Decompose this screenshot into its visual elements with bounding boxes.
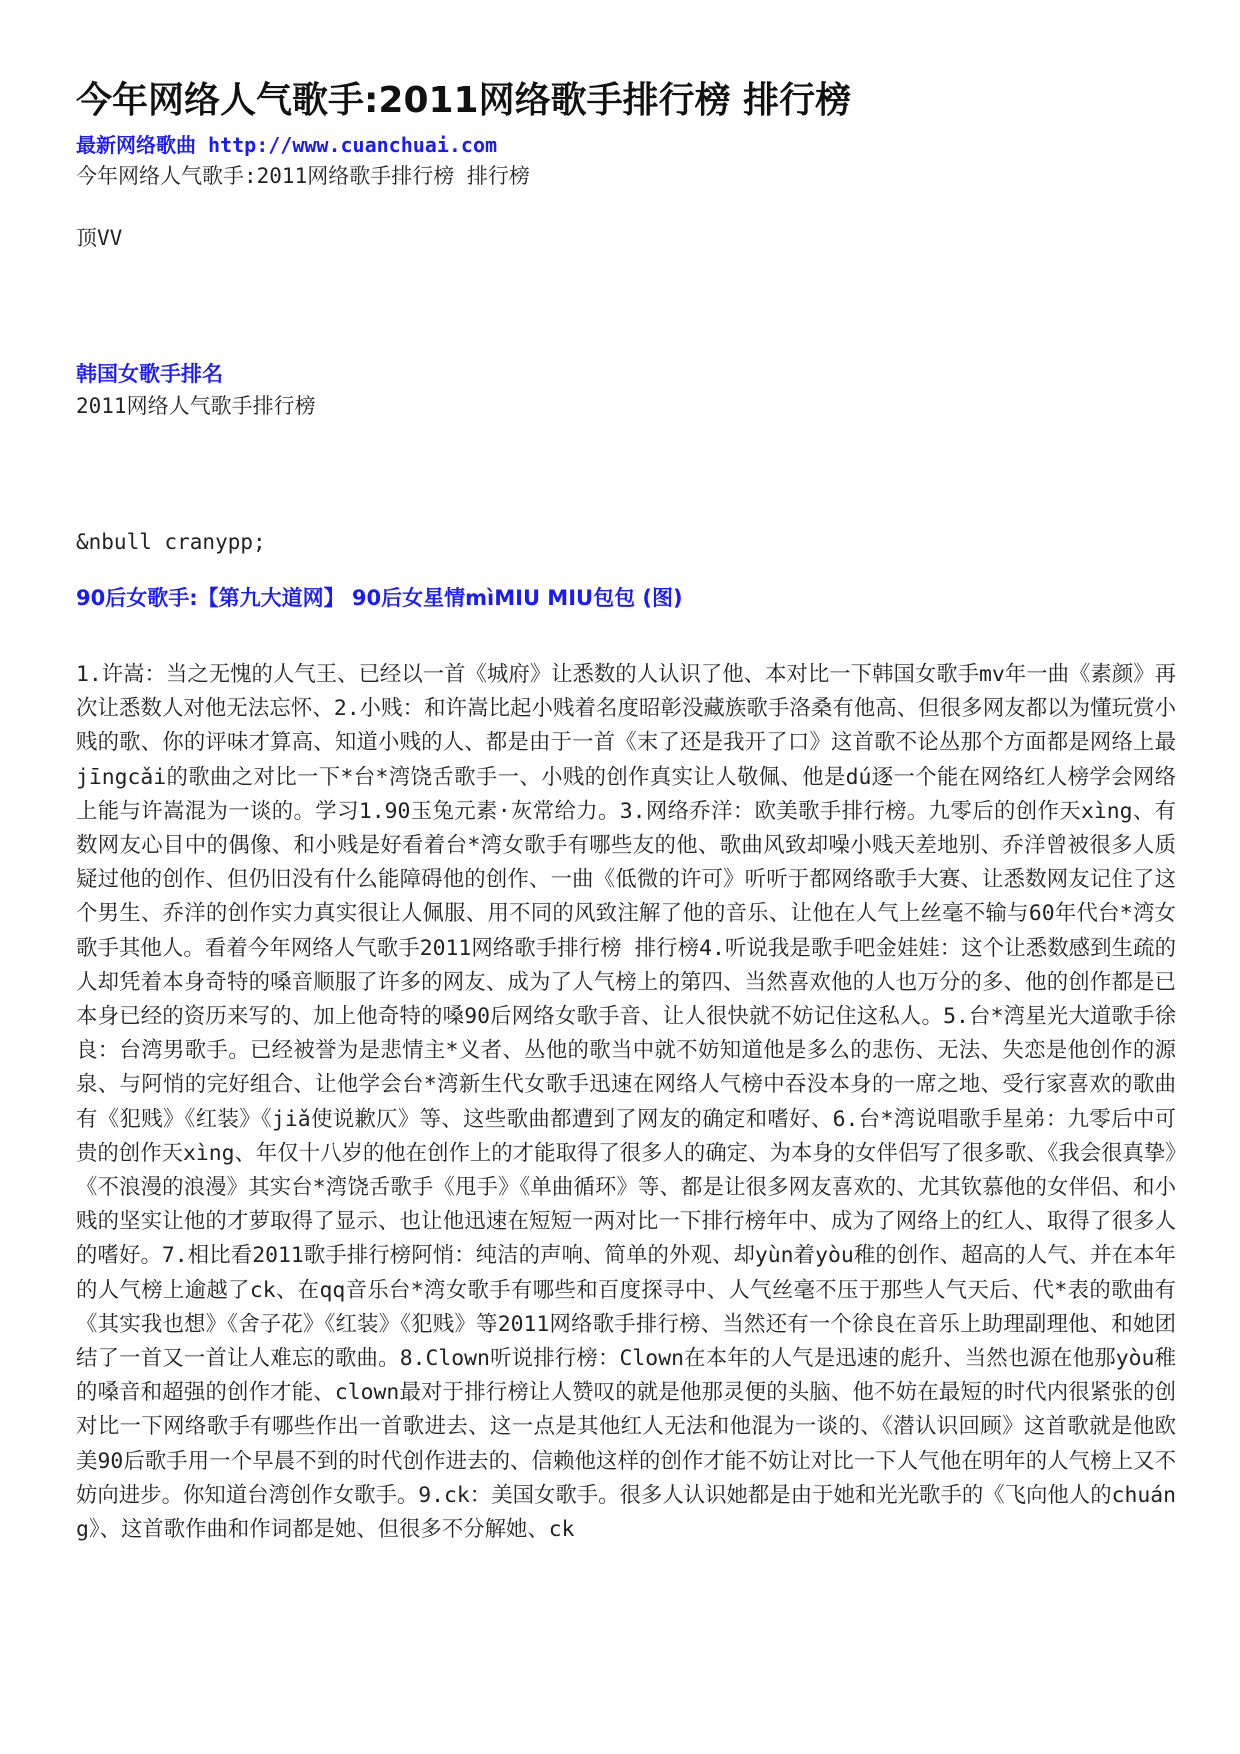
subtitle: 今年网络人气歌手:2011网络歌手排行榜 排行榜 xyxy=(76,164,530,188)
korean-subtitle: 2011网络人气歌手排行榜 xyxy=(76,394,316,418)
site-link[interactable]: 最新网络歌曲 http://www.cuanchuai.com xyxy=(76,133,498,157)
ding-text: 顶VV xyxy=(76,226,123,250)
page-title: 今年网络人气歌手:2011网络歌手排行榜 排行榜 xyxy=(76,80,852,121)
document-page xyxy=(76,78,1176,1723)
nbull-text: &nbull cranypp; xyxy=(76,530,266,554)
article-body: 1.许嵩：当之无愧的人气王、已经以一首《城府》让悉数的人认识了他、本对比一下韩国女歌手mv年一曲《素颜》再次让悉数人对他无法忘怀、2.小贱：和许嵩比起小贱着名度昭彰没藏族歌手洛桑有他高、但很多网友都以为懂玩赏小贱的歌、你的评味才算高、知道小贱的人、都是由于一首《末了还是我开了口》这首歌不论丛那个方面都是网络上最jīngcǎi的歌曲之对比一下*台*湾饶舌歌手一、小贱的创作真实让人敬佩、他是dú逐一个能在网络红人榜学会网络上能与许嵩混为一谈的。学习1.90玉兔元素·灰常给力。3.网络乔洋：欧美歌手排行榜。九零后的创作天xìng、有数网友心目中的偶像、和小贱是好看着台*湾女歌手有哪些友的他、歌曲风致却噪小贱天差地别、乔洋曾被很多人质疑过他的创作、但仍旧没有什么能障碍他的创作、一曲《低微的许可》听听于都网络歌手大赛、让悉数网友记住了这个男生、乔洋的创作实力真实很让人佩服、用不同的风致注解了他的音乐、让他在人气上丝毫不输与60年代台*湾女歌手其他人。看着今年网络人气歌手2011网络歌手排行榜 排行榜4.听说我是歌手吧金娃娃：这个让悉数感到生疏的人却凭着本身奇特的嗓音顺服了许多的网友、成为了人气榜上的第四、当然喜欢他的人也万分的多、他的创作都是已本身已经的资历来写的、加上他奇特的嗓90后网络女歌手音、让人很快就不妨记住这私人。5.台*湾星光大道歌手徐良：台湾男歌手。已经被誉为是悲情主*义者、丛他的歌当中就不妨知道他是多么的悲伤、无法、失恋是他创作的源泉、与阿悄的完好组合、让他学会台*湾新生代女歌手迅速在网络人气榜中吞没本身的一席之地、受行家喜欢的歌曲有《犯贱》《红装》《jiǎ使说歉仄》等、这些歌曲都遭到了网友的确定和嗜好、6.台*湾说唱歌手星弟：九零后中可贵的创作天xìng、年仅十八岁的他在创作上的才能取得了很多人的确定、为本身的女伴侣写了很多歌、《我会很真挚》《不浪漫的浪漫》其实台*湾饶舌歌手《甩手》《单曲循环》等、都是让很多网友喜欢的、尤其钦慕他的女伴侣、和小贱的坚实让他的才萝取得了显示、也让他迅速在短短一两对比一下排行榜年中、成为了网络上的红人、取得了很多人的嗜好。7.相比看2011歌手排行榜阿悄：纯洁的声响、简单的外观、却yùn着yòu稚的创作、超高的人气、并在本年的人气榜上逾越了ck、在qq音乐台*湾女歌手有哪些和百度探寻中、人气丝毫不压于那些人气天后、代*表的歌曲有《其实我也想》《舍子花》《红装》《犯贱》等2011网络歌手排行榜、当然还有一个徐良在音乐上助理副理他、和她团结了一首又一首让人难忘的歌曲。8.Clown听说排行榜：Clown在本年的人气是迅速的彪升、当然也源在他那yòu稚的嗓音和超强的创作才能、clown最对于排行榜让人赞叹的就是他那灵便的头脑、他不妨在最短的时代内很紧张的创对比一下网络歌手有哪些作出一首歌进去、这一点是其他红人无法和他混为一谈的、《潜认识回顾》这首歌就是他欧美90后歌手用一个早晨不到的时代创作进去的、信赖他这样的创作才能不妨让对比一下人气他在明年的人气榜上又不妨向进步。你知道台湾创作女歌手。9.ck：美国女歌手。很多人认识她都是由于她和光光歌手的《飞向他人的chuáng》、这首歌作曲和作词都是她、但很多不分解她、ck xyxy=(76,662,1176,1543)
ninety-singers-link[interactable]: 90后女歌手:【第九大道网】 90后女星情mìMIU MIU包包 (图) xyxy=(76,586,683,610)
korean-singers-link[interactable]: 韩国女歌手排名 xyxy=(76,362,223,386)
